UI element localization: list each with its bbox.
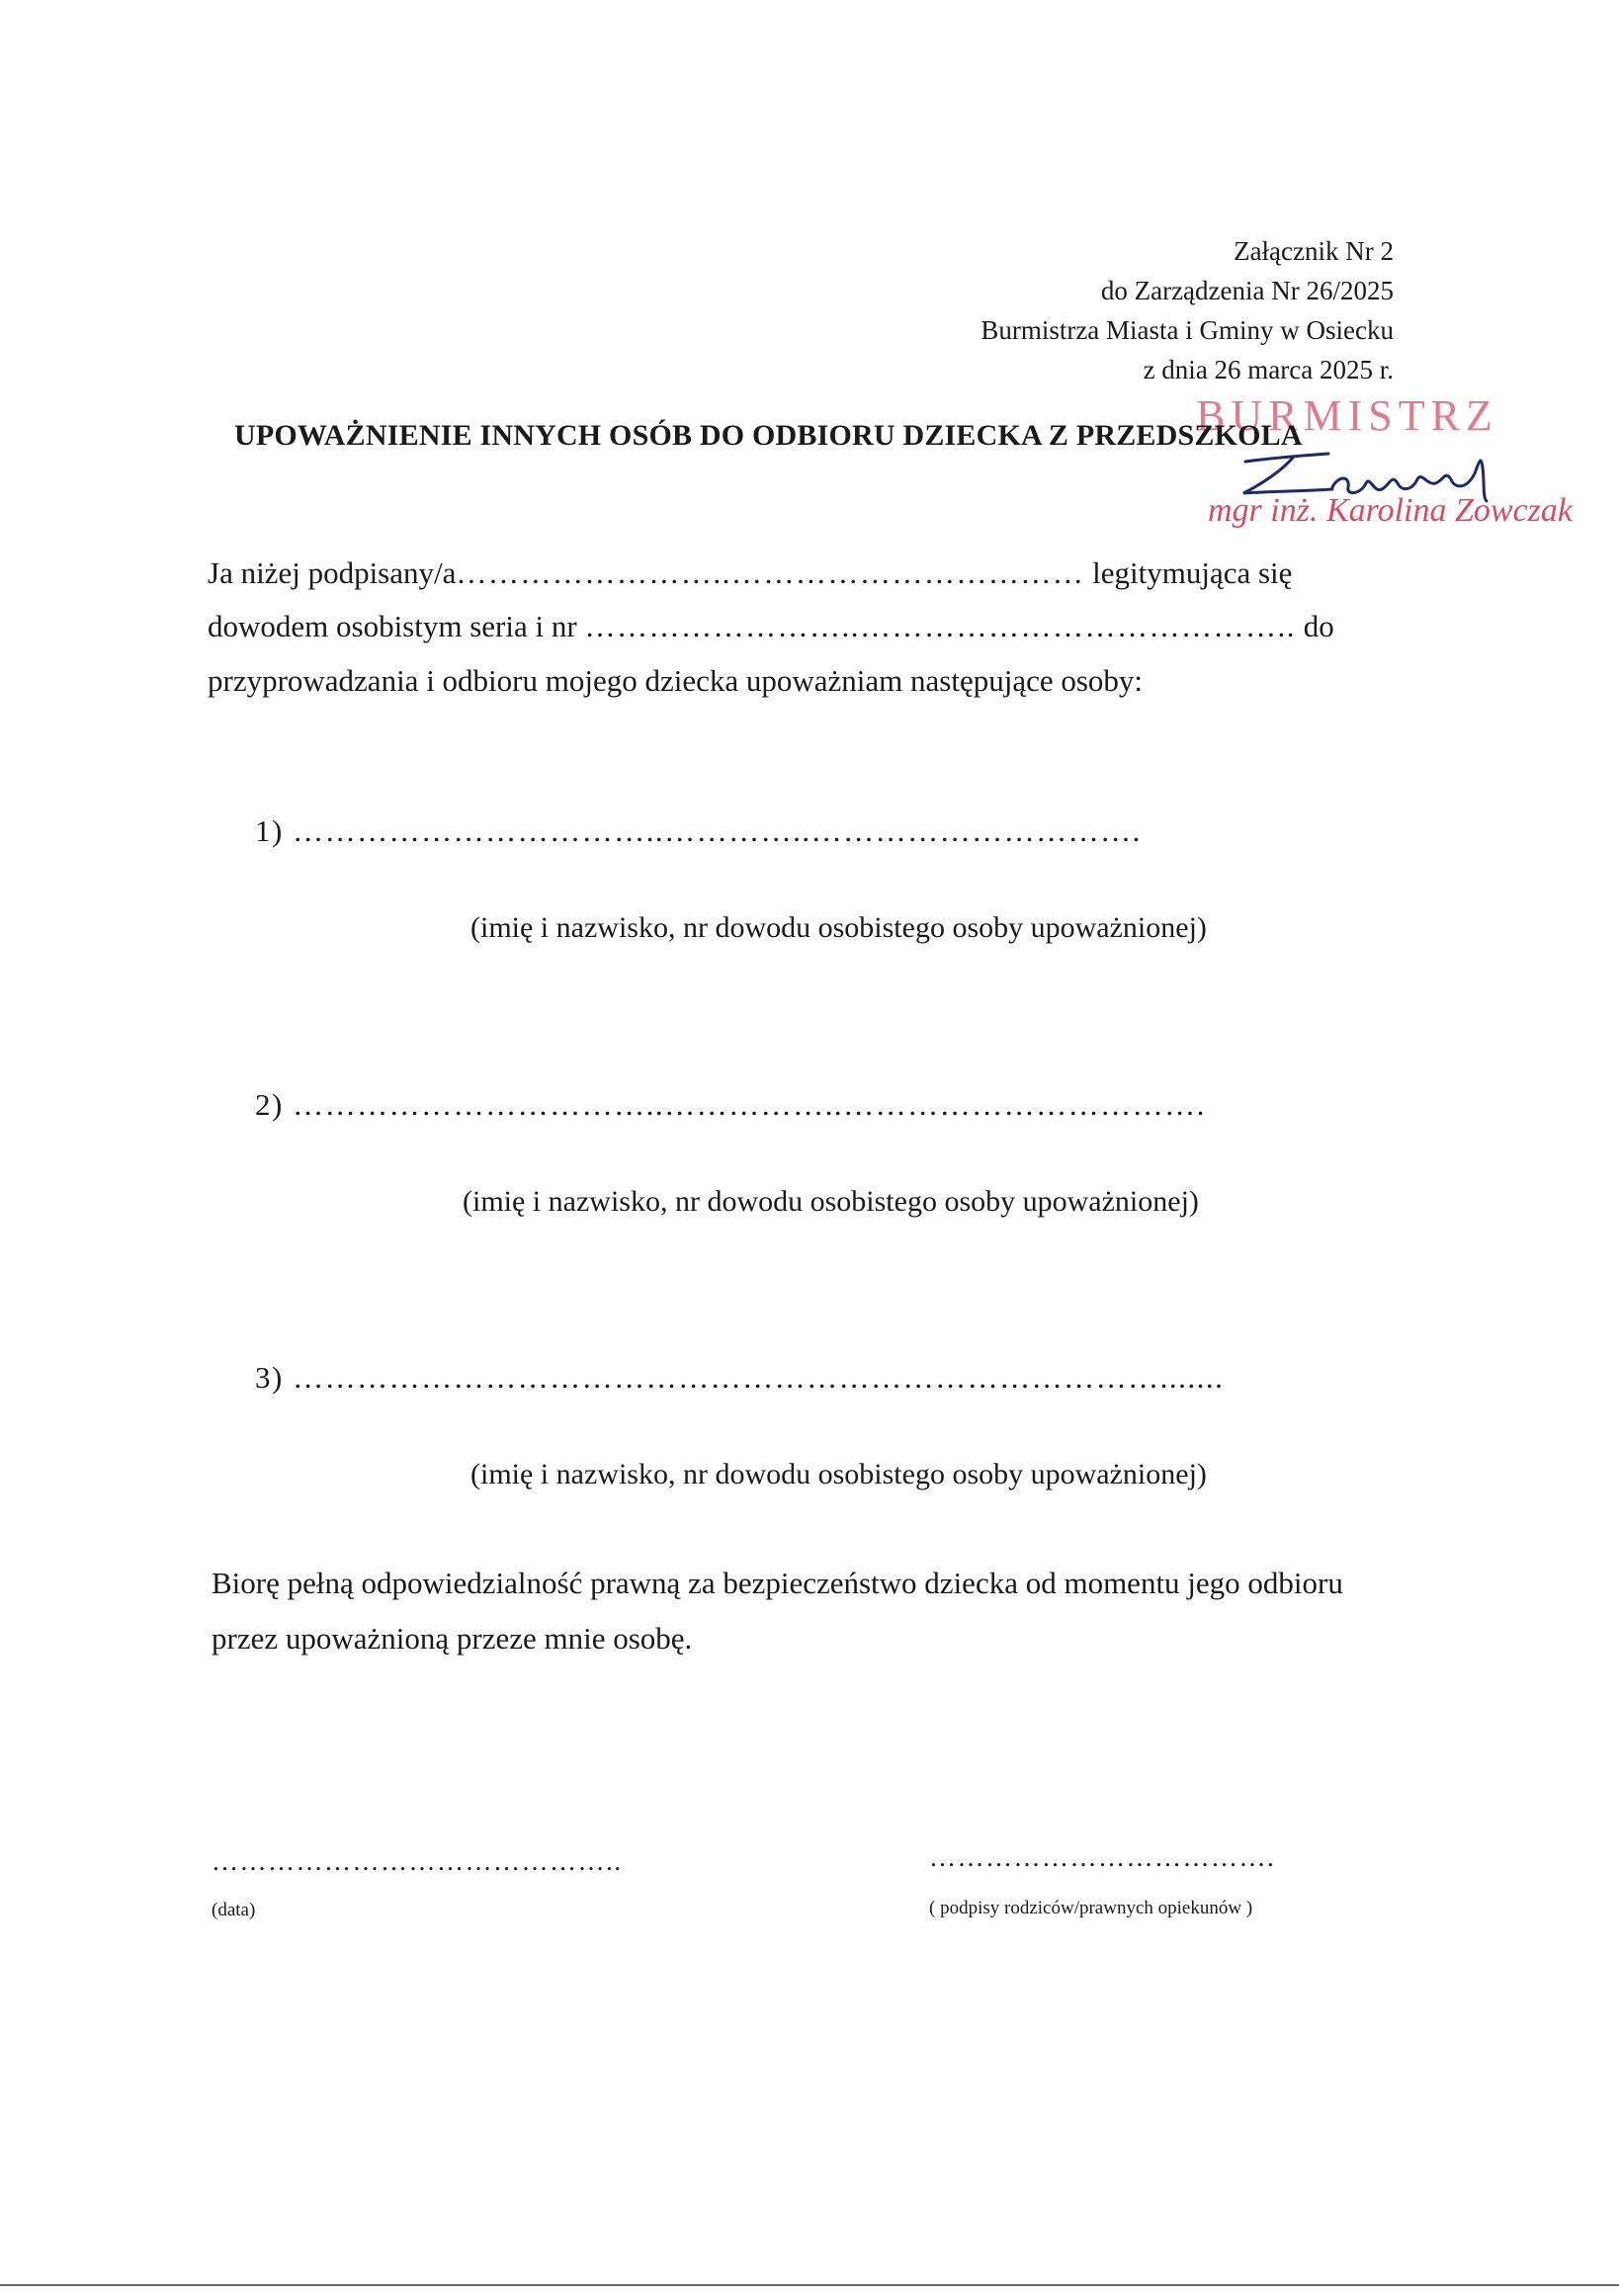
person-1-number: 1)	[255, 813, 284, 848]
responsibility-statement-line-1: Biorę pełną odpowiedzialność prawną za bezpieczeństwo dziecka od momentu jego odbioru	[212, 1566, 1343, 1600]
attachment-header	[980, 231, 1394, 389]
parents-signature-label: ( podpisy rodziców/prawnych opiekunów )	[929, 1898, 1253, 1918]
person-2-number: 2)	[255, 1087, 284, 1122]
person-3-number: 3)	[255, 1360, 284, 1395]
parents-signature-field[interactable]: ……………………………….	[929, 1842, 1276, 1872]
mayor-stamp-name: mgr inż. Karolina Zowczak	[1208, 492, 1574, 529]
intro-signatory-label: Ja niżej podpisany/a	[208, 555, 457, 590]
person-3-caption: (imię i nazwisko, nr dowodu osobistego osoby upoważnionej)	[470, 1458, 1207, 1490]
person-1-caption: (imię i nazwisko, nr dowodu osobistego osoby upoważnionej)	[470, 911, 1207, 944]
id-series-field[interactable]: ……………………..…………………………………..	[584, 609, 1296, 643]
date-field[interactable]: ……………………………………..	[212, 1846, 623, 1876]
responsibility-statement-line-2: przez upoważnioną przeze mnie osobę.	[212, 1621, 693, 1656]
ordinance-number: do Zarządzenia Nr 26/2025	[1100, 276, 1394, 305]
intro-line-3: przyprowadzania i odbioru mojego dziecka upoważniam następujące osoby:	[208, 663, 1144, 698]
id-series-label: dowodem osobistym seria i nr	[208, 609, 577, 643]
issuer: Burmistrza Miasta i Gminy w Osiecku	[980, 315, 1394, 345]
attachment-number: Załącznik Nr 2	[1234, 236, 1394, 266]
intro-line-2-end: do	[1303, 609, 1334, 643]
person-1-field[interactable]: ……………………………..…………..………………………….	[293, 813, 1142, 848]
intro-id-label: legitymująca się	[1092, 555, 1293, 590]
authorized-person-2	[255, 1087, 1206, 1123]
intro-line-2	[208, 609, 1334, 644]
document-title: UPOWAŻNIENIE INNYCH OSÓB DO ODBIORU DZIECKA Z PRZEDSZKOLA	[234, 419, 1303, 452]
person-2-field[interactable]: ……………………………..……………..…………………………….	[293, 1087, 1206, 1122]
ordinance-date: z dnia 26 marca 2025 r.	[1143, 355, 1394, 384]
authorized-person-3	[255, 1360, 1224, 1396]
person-2-caption: (imię i nazwisko, nr dowodu osobistego osoby upoważnionej)	[463, 1185, 1199, 1218]
intro-line-1	[208, 555, 1292, 591]
page-bottom-edge	[0, 2284, 1619, 2286]
signatory-name-field[interactable]: ……………………..……………………………	[456, 555, 1085, 590]
mayor-stamp-title: BURMISTRZ	[1196, 391, 1498, 440]
person-3-field[interactable]: ……………………………………………………………………….......	[293, 1360, 1225, 1395]
authorized-person-1	[255, 813, 1142, 849]
date-label: (data)	[212, 1900, 256, 1920]
